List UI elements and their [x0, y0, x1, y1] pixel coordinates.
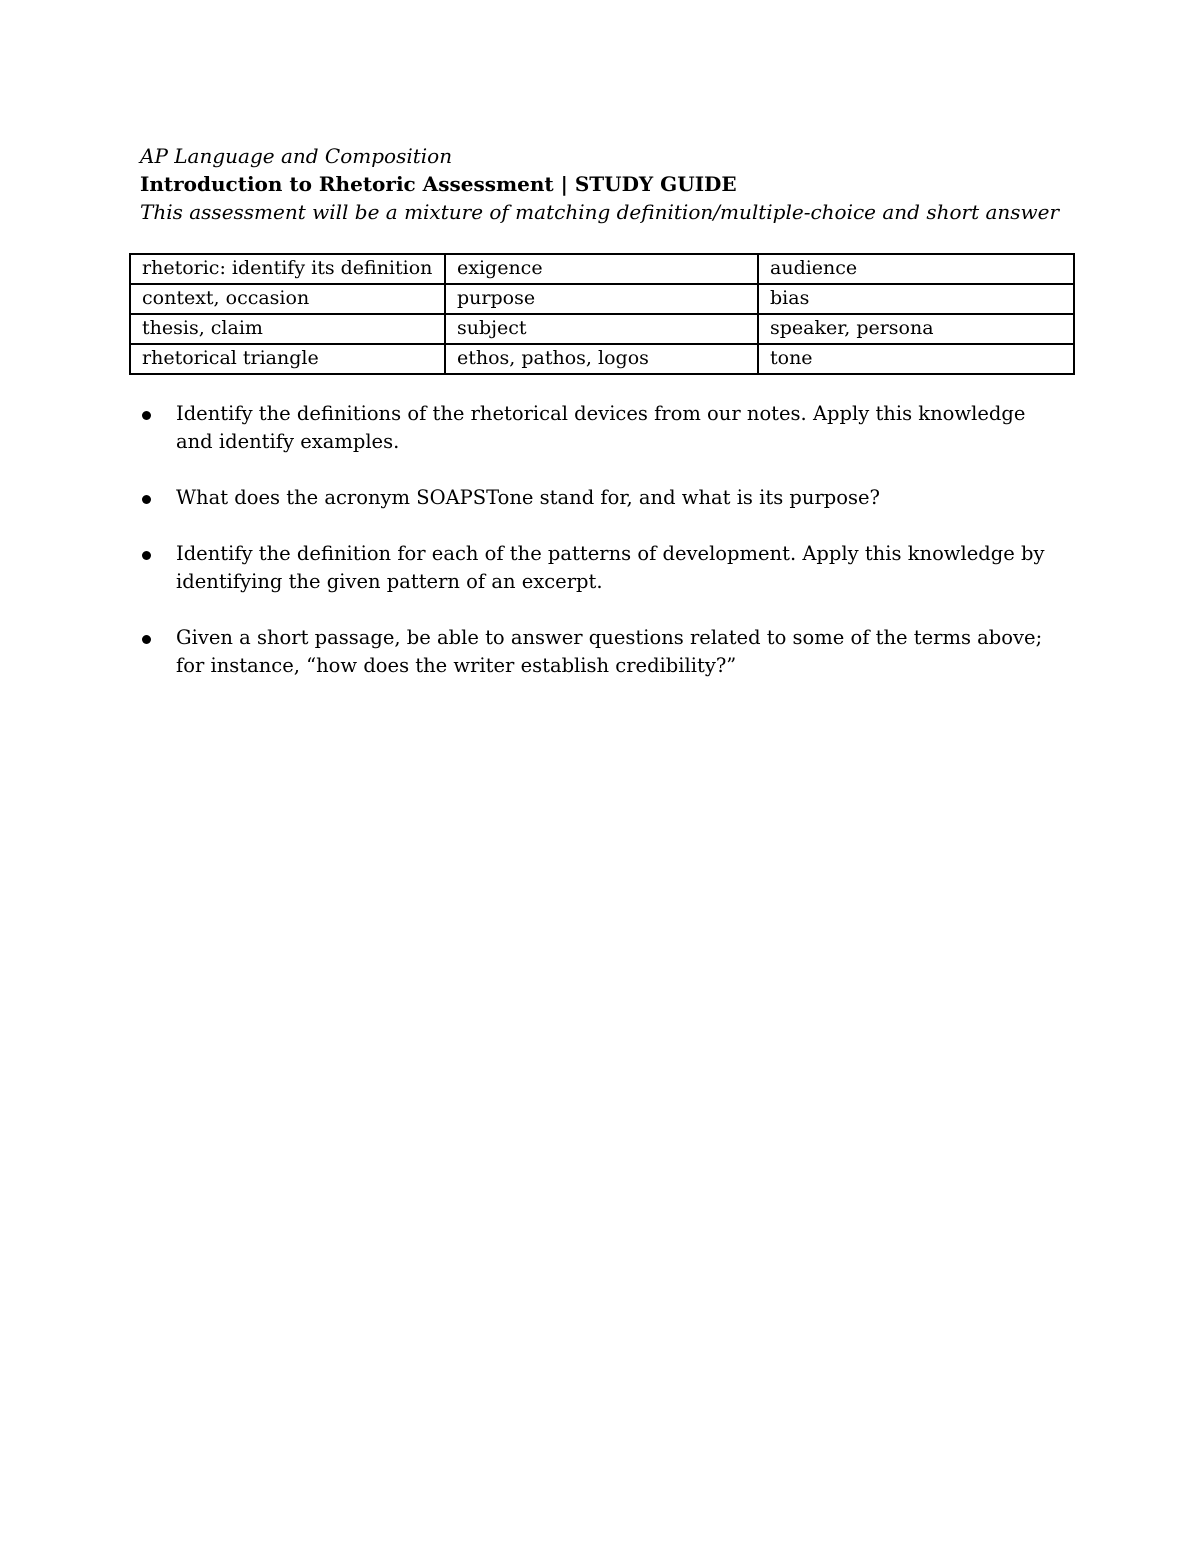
table-cell: audience [758, 254, 1074, 284]
list-item-text: What does the acronym SOAPSTone stand for, and what is its purpose? [176, 486, 880, 509]
document-header [140, 142, 1080, 226]
bullet-icon [142, 495, 151, 504]
table-cell: subject [445, 314, 758, 344]
list-item-text: Identify the definitions of the rhetorical devices from our notes. Apply this knowledge and identify examples. [176, 402, 1026, 453]
study-bullets [140, 400, 1060, 708]
terms-table [129, 253, 1075, 375]
table-cell: rhetorical triangle [130, 344, 445, 374]
list-item [140, 400, 1060, 456]
table-row [130, 314, 1074, 344]
table-cell: exigence [445, 254, 758, 284]
document-subtitle: This assessment will be a mixture of matching definition/multiple-choice and short answer [140, 200, 1060, 224]
table-cell: purpose [445, 284, 758, 314]
list-item [140, 540, 1060, 596]
list-item-text: Given a short passage, be able to answer questions related to some of the terms above; for instance, “how does the writer establish credibility?” [176, 626, 1043, 677]
bullet-icon [142, 411, 151, 420]
table-cell: context, occasion [130, 284, 445, 314]
table-row [130, 284, 1074, 314]
table-row [130, 344, 1074, 374]
list-item [140, 624, 1060, 680]
table-cell: ethos, pathos, logos [445, 344, 758, 374]
table-cell: thesis, claim [130, 314, 445, 344]
table-cell: speaker, persona [758, 314, 1074, 344]
course-name: AP Language and Composition [140, 144, 453, 168]
list-item-text: Identify the definition for each of the patterns of development. Apply this knowledge by identifying the given pattern of an excerpt. [176, 542, 1045, 593]
table-cell: rhetoric: identify its definition [130, 254, 445, 284]
bullet-icon [142, 551, 151, 560]
document-title: Introduction to Rhetoric Assessment | STUDY GUIDE [140, 172, 737, 196]
list-item [140, 484, 1060, 512]
table-cell: bias [758, 284, 1074, 314]
bullet-icon [142, 635, 151, 644]
table-row [130, 254, 1074, 284]
table-cell: tone [758, 344, 1074, 374]
